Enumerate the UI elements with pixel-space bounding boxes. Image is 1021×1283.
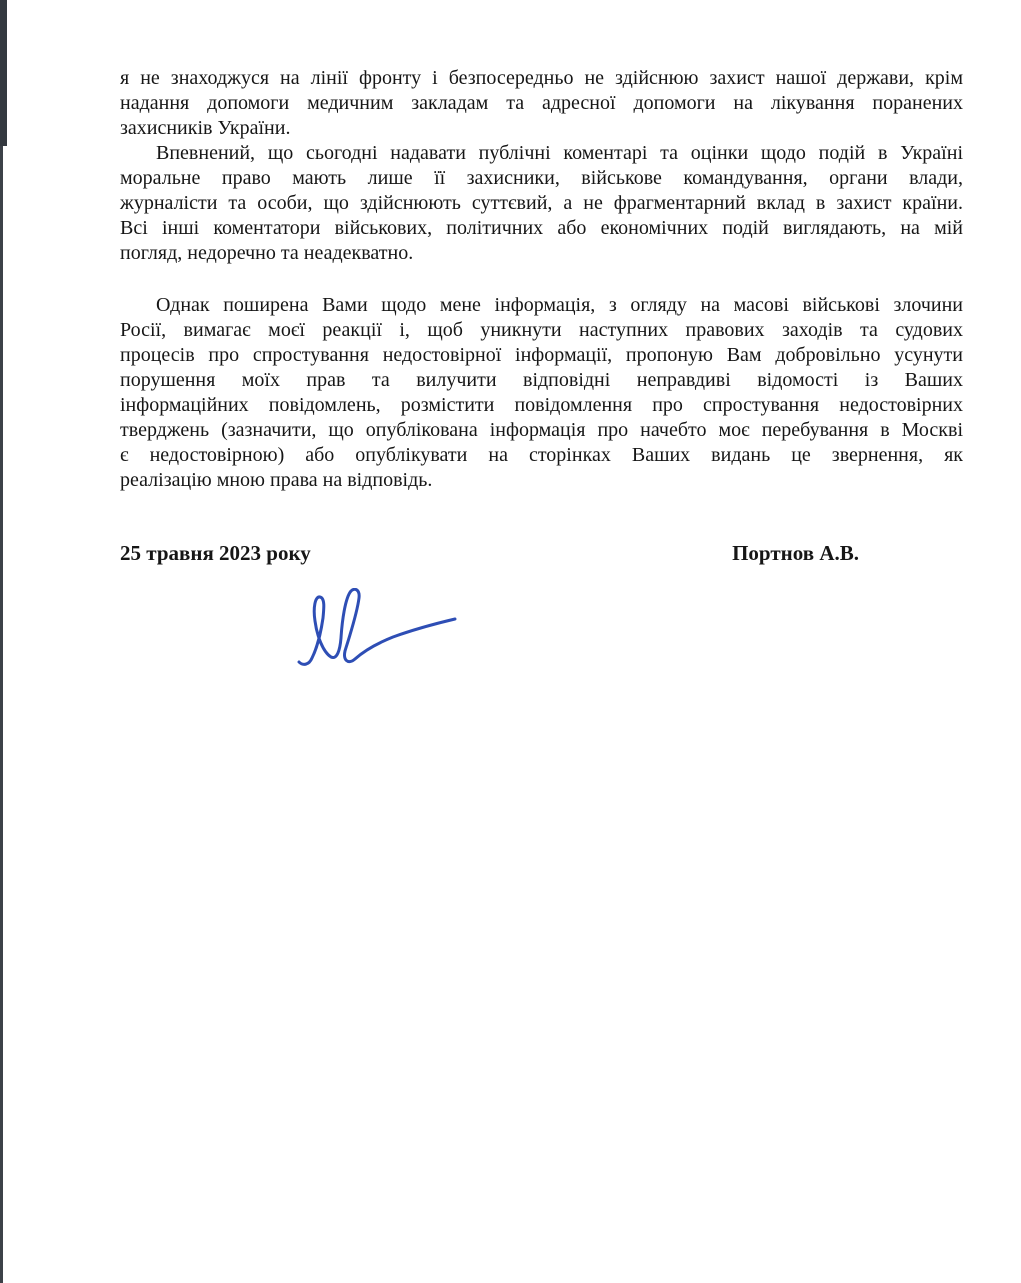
signature-row <box>120 541 963 566</box>
paragraph-continuation <box>120 66 963 141</box>
text-line: я не знаходжуся на лінії фронту і безпосередньо не здійснюю захист нашої держави, крім <box>120 67 963 89</box>
scan-edge-artifact-top <box>0 0 7 146</box>
text-line: є недостовірною) або опублікувати на сторінках Ваших видань це звернення, як <box>120 444 963 466</box>
text-line: реалізацію мною права на відповідь. <box>120 469 433 491</box>
text-line: моральне право мають лише її захисники, військове командування, органи влади, <box>120 167 963 189</box>
text-line: тверджень (зазначити, що опублікована інформація про начебто моє перебування в Москві <box>120 419 963 441</box>
letter-body <box>120 66 963 566</box>
scan-edge-artifact <box>0 0 3 1283</box>
text-line: журналісти та особи, що здійснюють суттєвий, а не фрагментарний вклад в захист країни. <box>120 192 963 214</box>
text-line: порушення моїх прав та вилучити відповідні неправдиві відомості із Ваших <box>120 369 963 391</box>
text-line: процесів про спростування недостовірної інформації, пропоную Вам добровільно усунути <box>120 344 963 366</box>
handwritten-signature <box>293 588 463 673</box>
text-line: надання допомоги медичним закладам та адресної допомоги на лікування поранених <box>120 92 963 114</box>
text-line: захисників України. <box>120 117 291 139</box>
paragraph-opinion <box>120 141 963 266</box>
text-line: Всі інші коментатори військових, політичних або економічних подій виглядають, на мій <box>120 217 963 239</box>
signatory-name: Портнов А.В. <box>732 541 859 565</box>
text-line: погляд, недоречно та неадекватно. <box>120 242 414 264</box>
text-line: Однак поширена Вами щодо мене інформація, з огляду на масові військові злочини <box>156 294 963 316</box>
text-line: Впевнений, що сьогодні надавати публічні коментарі та оцінки щодо подій в Україні <box>156 142 963 164</box>
text-line: Росії, вимагає моєї реакції і, щоб уникнути наступних правових заходів та судових <box>120 319 963 341</box>
date-text: 25 травня 2023 року <box>120 541 311 565</box>
text-line: інформаційних повідомлень, розмістити повідомлення про спростування недостовірних <box>120 394 963 416</box>
paragraph-demand <box>120 293 963 493</box>
